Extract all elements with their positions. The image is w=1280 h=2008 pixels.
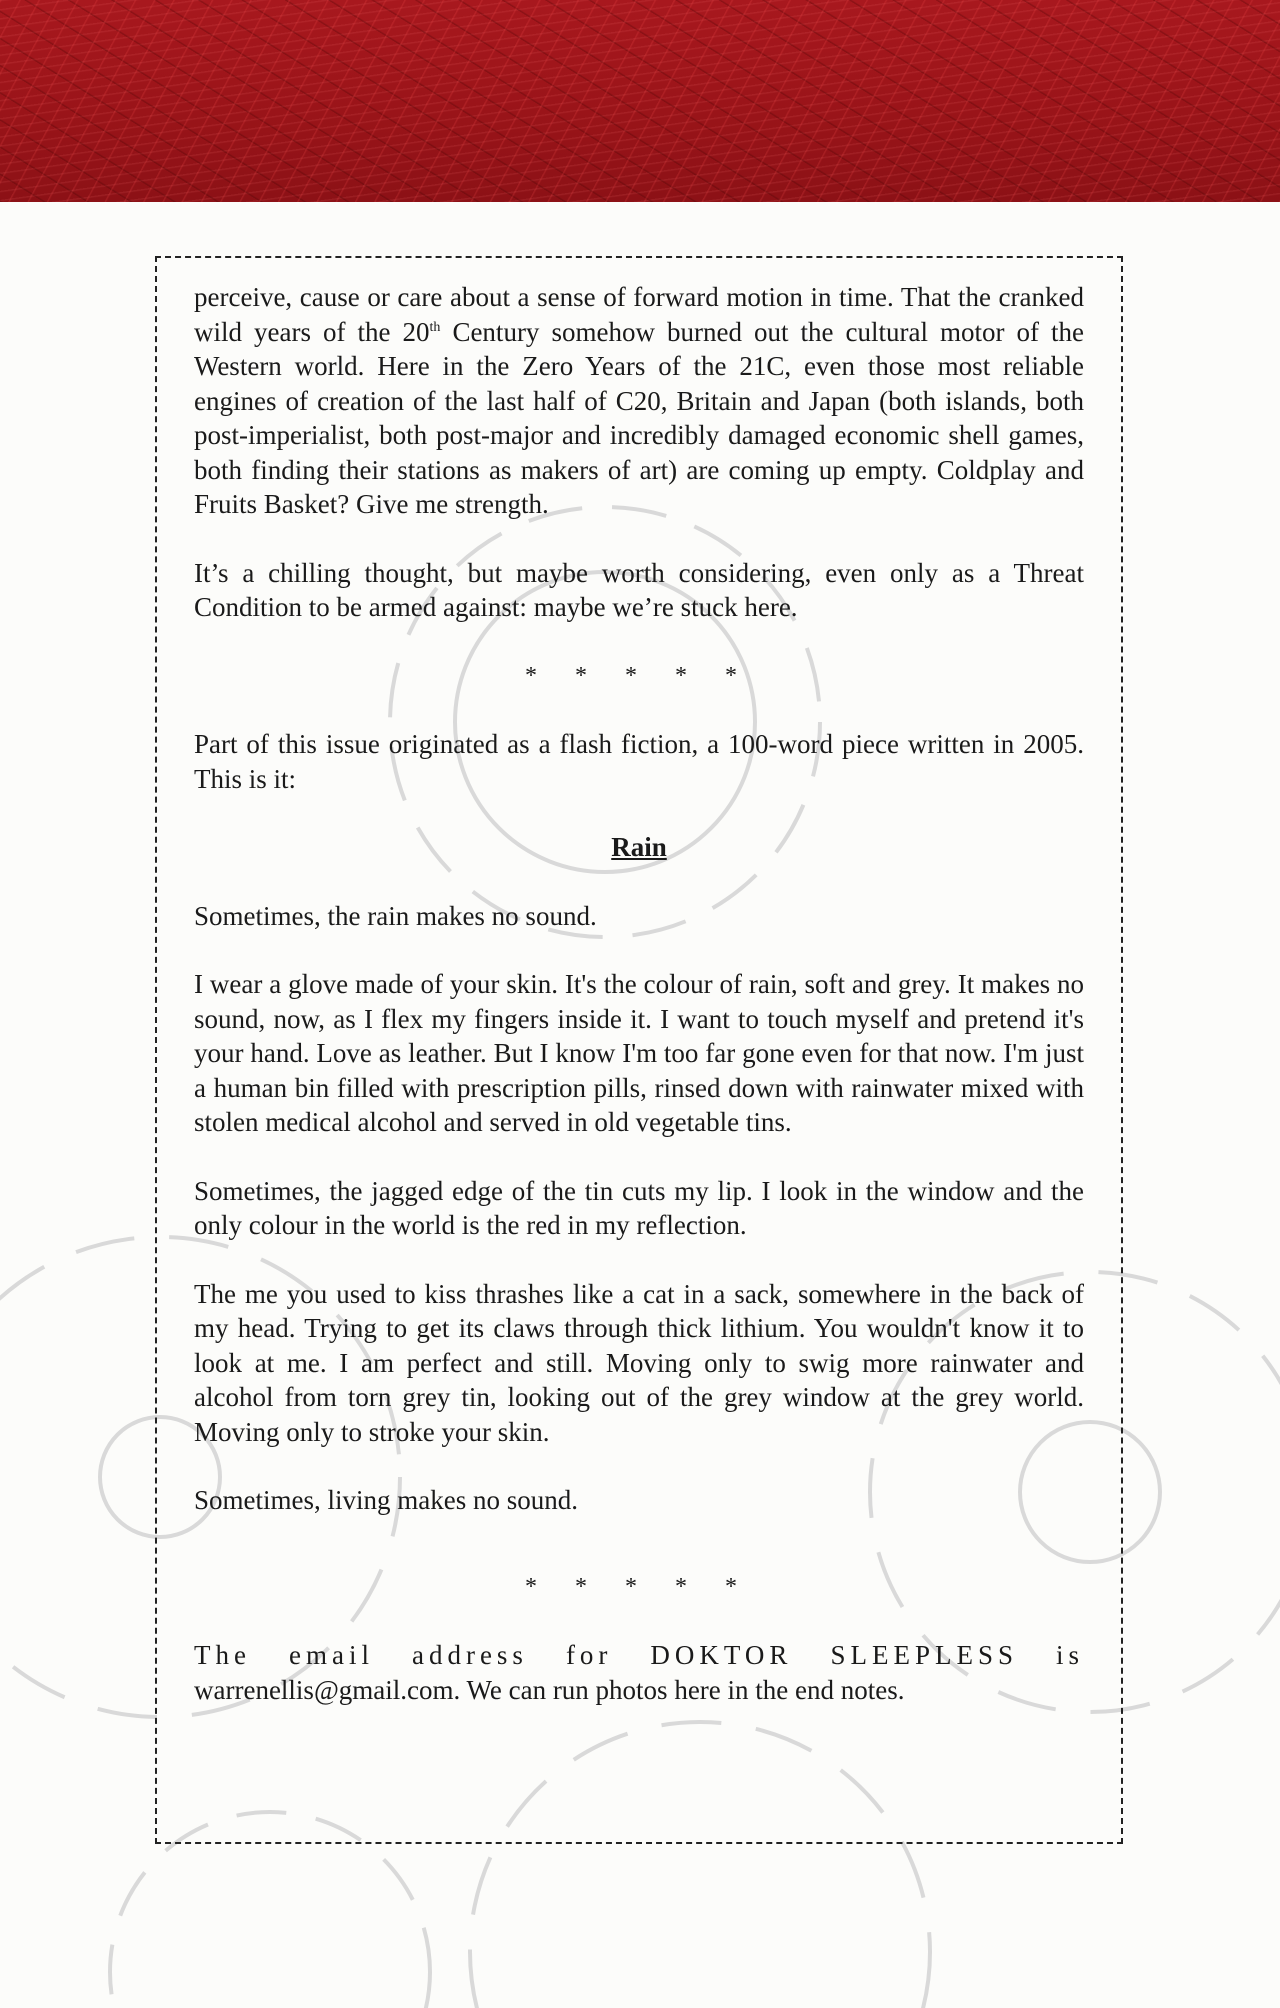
- article-body: [194, 280, 1084, 1707]
- paragraph-flash-fiction-intro: Part of this issue originated as a flash fiction, a 100-word piece written in 2005. This is it:: [194, 729, 1084, 794]
- section-separator: * * * * *: [525, 662, 753, 689]
- ordinal-superscript: th: [429, 319, 441, 335]
- paragraph-stuck-here: It’s a chilling thought, but maybe worth considering, even only as a Threat Condition to be armed against: maybe we’re stuck here.: [194, 557, 1084, 622]
- red-scratched-banner: [0, 0, 1280, 202]
- email-address-line: warrenellis@gmail.com. We can run photos here in the end notes.: [194, 1674, 905, 1705]
- story-title: Rain: [611, 832, 667, 862]
- story-paragraph-5: Sometimes, living makes no sound.: [194, 1485, 578, 1515]
- story-paragraph-2: I wear a glove made of your skin. It's the colour of rain, soft and grey. It makes no sound, now, as I flex my fingers inside it. I want to touch myself and pretend it's your hand. Love as leather. But I know I'm too far gone even for that now. I'm just a human bin filled with prescription pills, rinsed down with rainwater mixed with stolen medical alcohol and served in old vegetable tins.: [194, 969, 1084, 1137]
- paragraph-forward-motion: [194, 280, 1084, 522]
- email-intro-line: The email address for DOKTOR SLEEPLESS is: [194, 1640, 1084, 1670]
- story-paragraph-1: Sometimes, the rain makes no sound.: [194, 900, 597, 931]
- paragraph-text: perceive, cause or care about a sense of forward motion in time. That the cranked wild years of the 20: [194, 282, 1084, 347]
- section-separator: * * * * *: [525, 1573, 753, 1600]
- story-paragraph-3: Sometimes, the jagged edge of the tin cuts my lip. I look in the window and the only colour in the world is the red in my reflection.: [194, 1175, 1084, 1240]
- story-paragraph-4: The me you used to kiss thrashes like a cat in a sack, somewhere in the back of my head. Trying to get its claws through thick lithium. You wouldn't know it to look at me. I am perfect and still. Moving only to swig more rainwater and alcohol from torn grey tin, looking out of the grey window at the grey world. Moving only to stroke your skin.: [194, 1278, 1084, 1447]
- paragraph-text: Century somehow burned out the cultural motor of the Western world. Here in the Zero Years of the 21C, even those most reliable engines of creation of the last half of C20, Britain and Japan (both islands, both post-imperialist, both post-major and incredibly damaged economic shell games, both finding their stations as makers of art) are coming up empty. Coldplay and Fruits Basket? Give me strength.: [194, 316, 1084, 519]
